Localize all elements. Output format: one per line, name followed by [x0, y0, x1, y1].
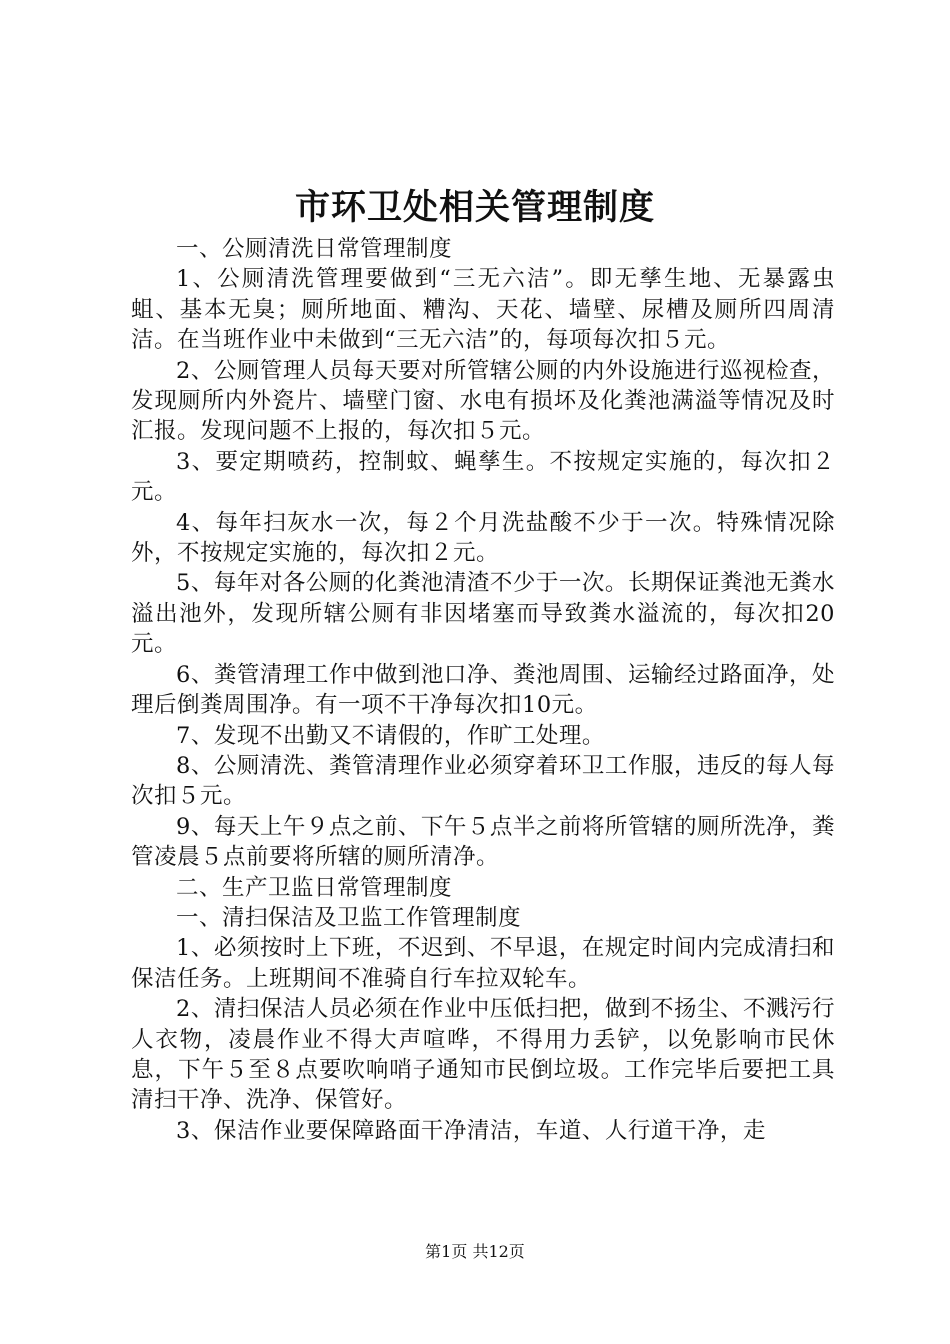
paragraph-rule-3: 3、要定期喷药，控制蚊、蝇孳生。不按规定实施的，每次扣２元。: [131, 448, 835, 506]
section-heading-2: 二、生产卫监日常管理制度: [176, 874, 453, 901]
document-title: 市环卫处相关管理制度: [294, 187, 655, 228]
paragraph-cleaning-3: 3、保洁作业要保障路面干净清洁，车道、人行道干净，走: [176, 1117, 766, 1144]
paragraph-cleaning-1: 1、必须按时上下班，不迟到、不早退，在规定时间内完成清扫和保洁任务。上班期间不准骑自行车拉双轮车。: [131, 935, 835, 992]
paragraph-rule-7: 7、发现不出勤又不请假的，作旷工处理。: [176, 722, 605, 749]
subsection-heading: 一、清扫保洁及卫监工作管理制度: [176, 904, 522, 931]
paragraph-rule-8: 8、公厕清洗、粪管清理作业必须穿着环卫工作服，违反的每人每次扣５元。: [131, 752, 835, 810]
paragraph-rule-4: 4、每年扫灰水一次，每２个月洗盐酸不少于一次。特殊情况除外，不按规定实施的，每次扣２元。: [131, 509, 835, 567]
paragraph-rule-5: 5、每年对各公厕的化粪池清渣不少于一次。长期保证粪池无粪水溢出池外，发现所辖公厕有非因堵塞而导致粪水溢流的，每次扣20元。: [131, 570, 835, 658]
paragraph-rule-9: 9、每天上午９点之前、下午５点半之前将所管辖的厕所洗净，粪管凌晨５点前要将所辖的厕所清净。: [131, 813, 835, 871]
page-number-footer: 第1页 共12页: [425, 1242, 525, 1261]
document-body: [131, 234, 835, 1146]
paragraph-rule-6: 6、粪管清理工作中做到池口净、粪池周围、运输经过路面净，处理后倒粪周围净。有一项不干净每次扣10元。: [131, 661, 835, 719]
paragraph-rule-1: 1、公厕清洗管理要做到“三无六洁”。即无孳生地、无暴露虫蛆、基本无臭；厕所地面、糟沟、天花、墙壁、尿槽及厕所四周清洁。在当班作业中未做到“三无六洁”的，每项每次扣５元。: [131, 266, 835, 354]
paragraph-rule-2: 2、公厕管理人员每天要对所管辖公厕的内外设施进行巡视检查，发现厕所内外瓷片、墙壁门窗、水电有损坏及化粪池满溢等情况及时汇报。发现问题不上报的，每次扣５元。: [131, 357, 835, 445]
paragraph-cleaning-2: 2、清扫保洁人员必须在作业中压低扫把，做到不扬尘、不溅污行人衣物，凌晨作业不得大声喧哗，不得用力丢铲，以免影响市民休息，下午５至８点要吹响哨子通知市民倒垃圾。工作完毕后要把工具清扫干净、洗净、保管好。: [131, 996, 835, 1114]
section-heading-1: 一、公厕清洗日常管理制度: [176, 236, 453, 262]
